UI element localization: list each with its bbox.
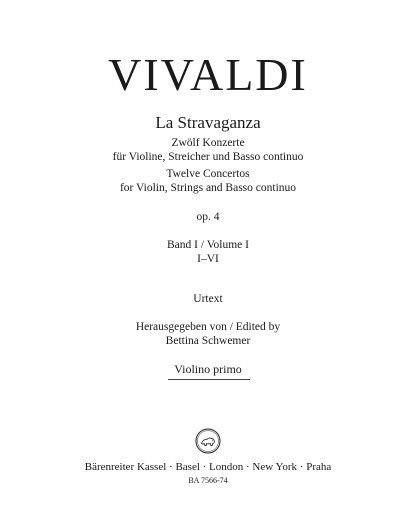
composer-name: VIVALDI <box>108 49 308 100</box>
opus-number: op. 4 <box>196 211 220 223</box>
editor-line-1: Herausgegeben von / Edited by <box>135 321 281 333</box>
german-subtitle-line-1: Zwölf Konzerte <box>171 137 245 149</box>
volume-line-1: Band I / Volume I <box>167 239 249 251</box>
english-subtitle-line-1: Twelve Concertos <box>166 168 250 180</box>
english-subtitle-line-2: for Violin, Strings and Basso continuo <box>119 182 297 194</box>
german-subtitle-line-2: für Violine, Streicher und Basso continuo <box>112 151 304 163</box>
baerenreiter-bear-logo-icon <box>195 428 221 454</box>
publisher-line: Bärenreiter Kassel · Basel · London · New York · Praha <box>84 461 332 473</box>
urtext-label: Urtext <box>193 293 223 305</box>
work-title: La Stravaganza <box>155 113 261 132</box>
editor-line-2: Bettina Schwemer <box>165 335 251 347</box>
part-name: Violino primo <box>174 362 242 376</box>
catalog-number: BA 7566-74 <box>188 476 228 485</box>
volume-line-2: I–VI <box>197 253 219 265</box>
